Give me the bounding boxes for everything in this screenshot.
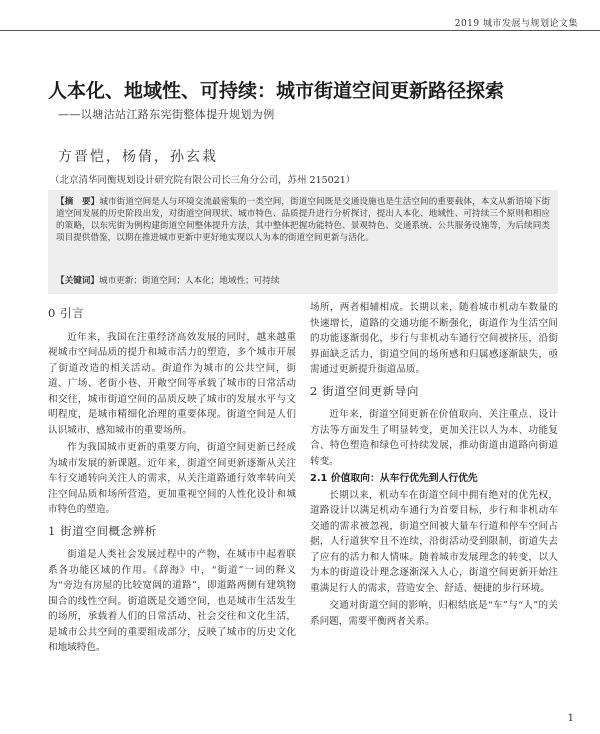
paragraph: 近年来，我国在注重经济高效发展的同时，越来越重视城市空间品质的提升和城市活力的塑造，多个城市开展了街道改造的相关活动。街道作为城市的公共空间，街道、广场、老街小巷、开敞空间等承载了城市的日常活动和交往，城市街道空间的品质反映了城市的发展水平与文明程度，是城市精细化治理的重要体现。街道空间是人们认识城市、感知城市的重要场所。 — [48, 331, 296, 436]
left-column — [48, 300, 296, 658]
paragraph: 近年来，街道空间更新在价值取向、关注重点、设计方法等方面发生了明显转变，更加关注以人为本、功能复合、特色塑造和绿色可持续发展，推动街道由道路向街道转变。 — [310, 409, 558, 467]
paragraph: 场所，两者相辅相成。长期以来，随着城市机动车数量的快速增长，道路的交通功能不断强化，街道作为生活空间的功能逐渐弱化，步行与非机动车通行空间被挤压，沿街界面缺乏活力，街道空间的场所感和归属感逐渐缺失，亟需通过更新提升街道品质。 — [310, 302, 558, 375]
article-subtitle: ——以塘沽站江路东宪街整体提升规划为例 — [58, 108, 275, 121]
affiliation: （北京清华同衡规划设计研究院有限公司长三角分公司，苏州 215021） — [50, 175, 356, 186]
paragraph: 长期以来，机动车在街道空间中拥有绝对的优先权，道路设计以满足机动车通行为首要目标，步行和非机动车交通的需求被忽视，街道空间被大量车行道和停车空间占据，人行道狭窄且不连续，沿街活动受到限制，街道失去了应有的活力和人情味。随着城市发展理念的转变，以人为本的街道设计理念逐渐深入人心，街道空间更新开始注重满足行人的需求，营造安全、舒适、便捷的步行环境。 — [310, 489, 558, 594]
header-rule — [0, 30, 600, 31]
authors: 方晋恺，杨倩，孙玄栽 — [58, 149, 218, 165]
subsection-heading: 2.1 价值取向：从车行优先到人行优先 — [310, 473, 478, 484]
paragraph: 街道是人类社会发展过程中的产物，在城市中起着联系各功能区域的作用。《辞海》中，“街道”一词的释义为“旁边有房屋的比较宽阔的道路”，即道路两侧有建筑物围合的线性空间。街道既是交通空间，也是城市生活发生的场所，承载着人们的日常活动、社会交往和文化生活，是城市公共空间的重要组成部分，反映了城市的历史文化和地域特色。 — [48, 549, 296, 653]
abstract-text — [56, 196, 550, 244]
section-heading-concept: 1 街道空间概念辨析 — [48, 523, 157, 538]
abstract-body: 城市街道空间是人与环境交流最密集的一类空间，街道空间既是交通设施也是生活空间的重要载体，本文从新语境下街道空间发展的历史阶段出发，对街道空间现状、城市特色、品质提升进行分析探讨，提出人本化、地域性、可持续三个原则和相应的策略，以东宪街为例构建街道空间整体提升方法，其中整体把握功能特色、景观特色、交通系统、公共服务设施等，为后续同类项目提供借鉴，以期在推进城市更新中更好地实现以人为本的街道空间更新与活化。 — [56, 197, 550, 243]
section-heading-direction: 2 街道空间更新导向 — [310, 383, 419, 398]
page-number: 1 — [567, 713, 574, 724]
article-title: 人本化、地域性、可持续：城市街道空间更新路径探索 — [48, 80, 505, 102]
abstract-label: 【摘 要】 — [56, 197, 100, 207]
keywords-line — [56, 274, 279, 286]
section-heading-intro: 0 引言 — [48, 306, 85, 320]
abstract-box — [48, 190, 558, 294]
keywords-body: 城市更新；街道空间；人本化；地域性；可持续 — [98, 276, 280, 286]
keywords-label: 【关键词】 — [56, 276, 99, 286]
right-column — [310, 300, 558, 631]
paragraph: 作为我国城市更新的重要方向，街道空间更新已经成为城市发展的新课题。近年来，街道空间更新逐渐从关注车行交通转向关注人的需求，从关注道路通行效率转向关注空间品质和场所营造，更加重视空间的人性化设计和城市特色的塑造。 — [48, 442, 296, 515]
paragraph: 交通对街道空间的影响，归根结底是“车”与“人”的关系问题，需要平衡两者关系。 — [310, 600, 558, 627]
journal-title: 2019 城市发展与规划论文集 — [454, 19, 578, 29]
